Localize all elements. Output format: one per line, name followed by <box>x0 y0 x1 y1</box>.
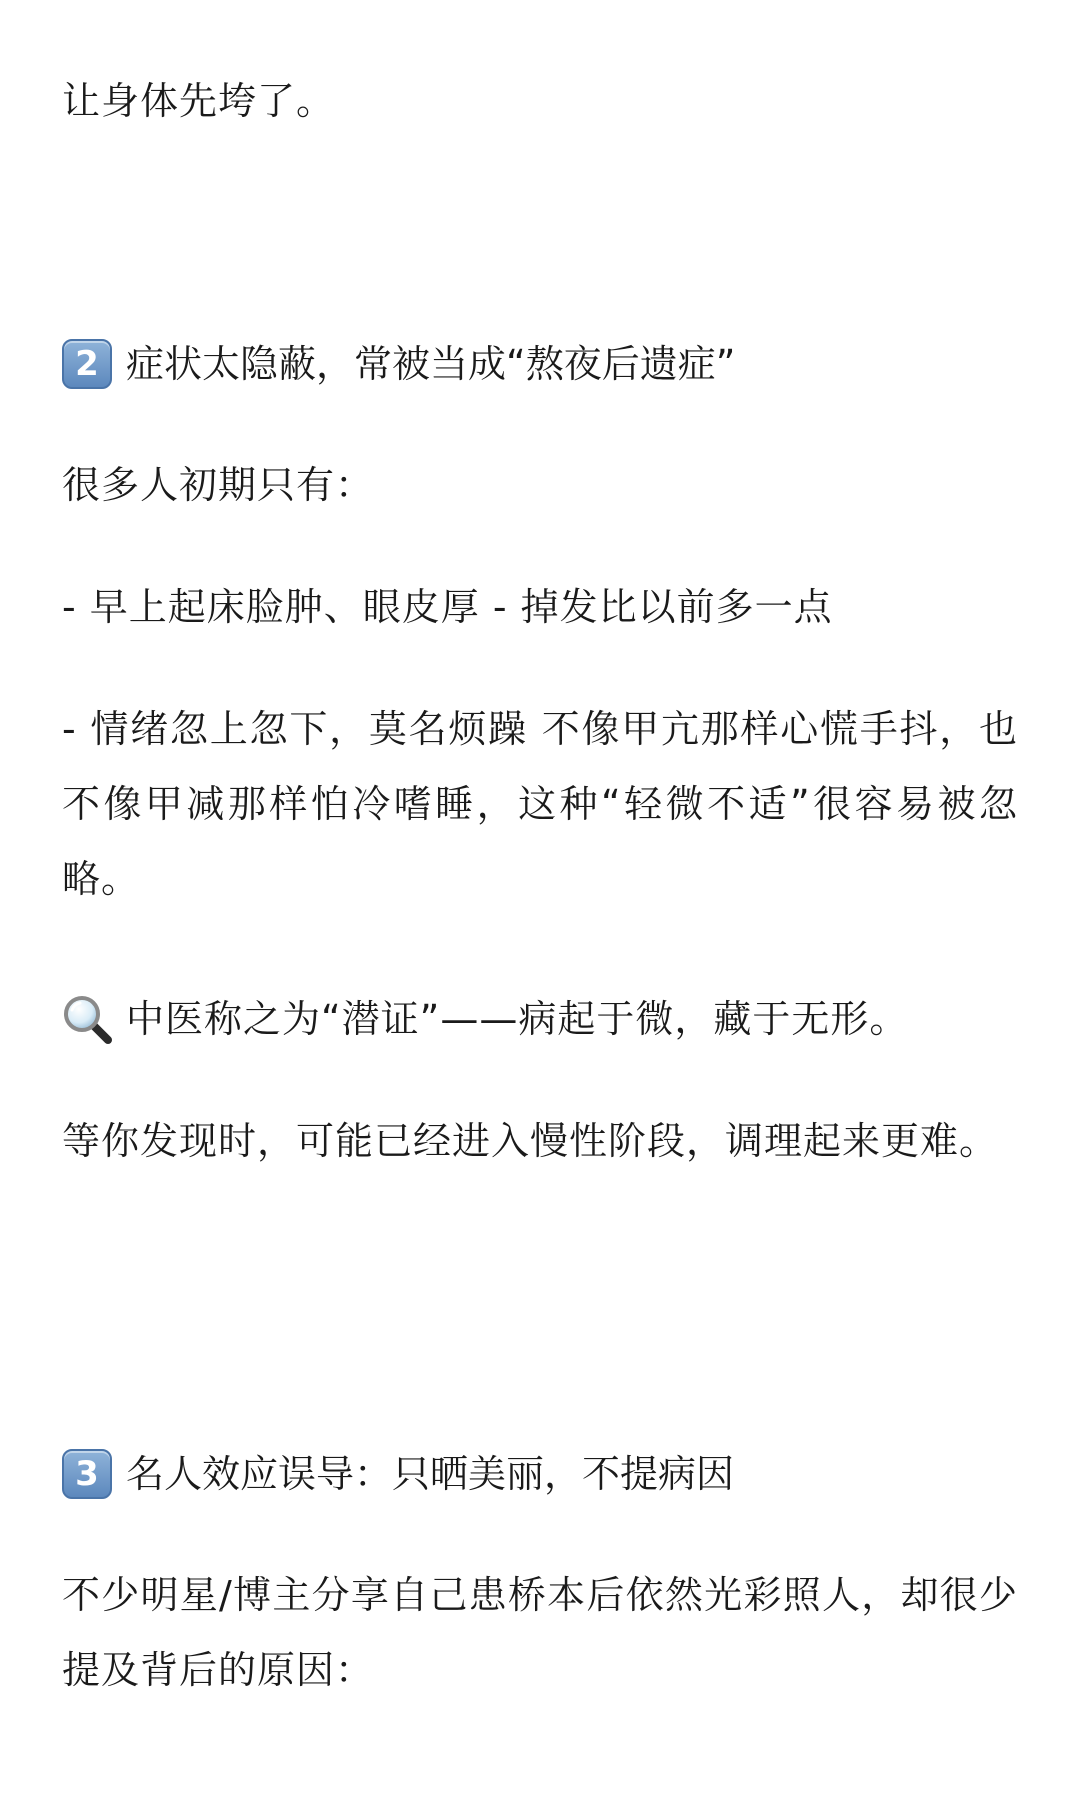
section-heading-2 <box>62 334 735 394</box>
paragraph-chronic-stage: 等你发现时，可能已经进入慢性阶段，调理起来更难。 <box>62 1119 999 1163</box>
paragraph-symptom-list-1: - 早上起床脸肿、眼皮厚 - 掉发比以前多一点 <box>62 585 833 629</box>
paragraph-tcm-note <box>62 982 1018 1057</box>
magnifying-glass-icon <box>62 994 114 1046</box>
paragraph-intro-tail: 让身体先垮了。 <box>62 79 336 123</box>
section-title-3: 名人效应误导：只晒美丽，不提病因 <box>126 1452 735 1496</box>
section-title-2: 症状太隐蔽，常被当成“熬夜后遗症” <box>126 342 736 386</box>
keycap-digit-2-icon: 2 <box>62 339 112 389</box>
paragraph-early-symptoms-lead: 很多人初期只有： <box>62 463 375 507</box>
section-heading-3 <box>62 1444 734 1504</box>
keycap-digit-3-icon: 3 <box>62 1449 112 1499</box>
paragraph-celebrity-effect: 不少明星/博主分享自己患桥本后依然光彩照人，却很少提及背后的原因： <box>62 1573 1018 1692</box>
tcm-note-text: 中医称之为“潜证”——病起于微，藏于无形。 <box>126 997 909 1041</box>
paragraph-symptom-list-2: - 情绪忽上忽下，莫名烦躁 不像甲亢那样心慌手抖，也不像甲减那样怕冷嗜睡，这种“轻微不适”很容易被忽略。 <box>62 707 1018 901</box>
